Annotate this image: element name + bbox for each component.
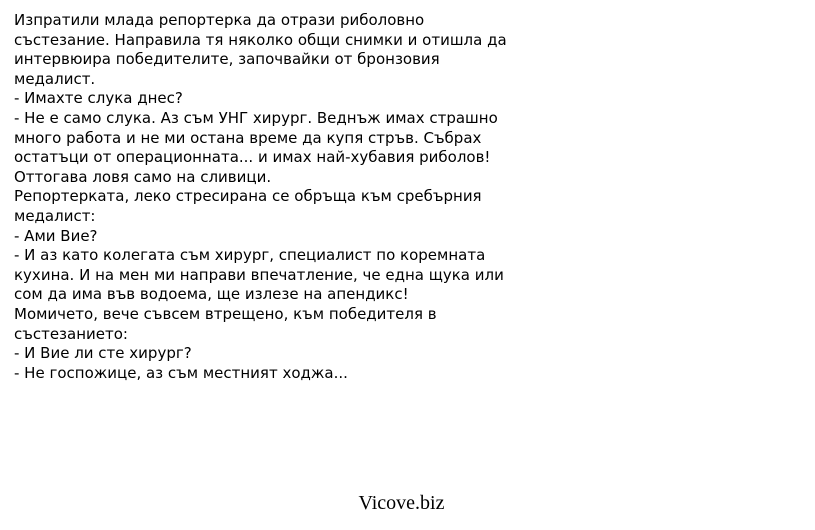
joke-line: - И Вие ли сте хирург? [14, 344, 192, 363]
joke-line: Оттогава ловя само на сливици. [14, 167, 272, 186]
joke-line: медалист. [14, 69, 96, 88]
joke-line: медалист: [14, 206, 96, 225]
joke-line: - Ами Вие? [14, 226, 98, 245]
joke-line: интервюира победителите, започвайки от бронзовия [14, 50, 440, 69]
joke-line: състезанието: [14, 324, 128, 343]
site-watermark: Vicove.biz [358, 492, 445, 514]
joke-line: Момичето, вече съвсем втрещено, към победителя в [14, 304, 437, 323]
joke-line: много работа и не ми остана време да купя стръв. Събрах [14, 128, 482, 147]
joke-line: сом да има във водоема, ще излезе на апендикс! [14, 285, 409, 304]
joke-line: - Не госпожице, аз съм местният ходжа... [14, 363, 348, 382]
joke-line: Репортерката, леко стресирана се обръща към сребърния [14, 187, 482, 206]
joke-line: - И аз като колегата съм хирург, специалист по коремната [14, 246, 486, 265]
joke-line: - Не е само слука. Аз съм УНГ хирург. Веднъж имах страшно [14, 108, 498, 127]
joke-line: - Имахте слука днес? [14, 89, 183, 108]
joke-text [14, 11, 794, 383]
joke-line: остатъци от операционната... и имах най-хубавия риболов! [14, 148, 491, 167]
joke-line: кухина. И на мен ми направи впечатление, че една щука или [14, 265, 504, 284]
joke-line: състезание. Направила тя няколко общи снимки и отишла да [14, 30, 507, 49]
joke-line: Изпратили млада репортерка да отрази риболовно [14, 11, 425, 29]
